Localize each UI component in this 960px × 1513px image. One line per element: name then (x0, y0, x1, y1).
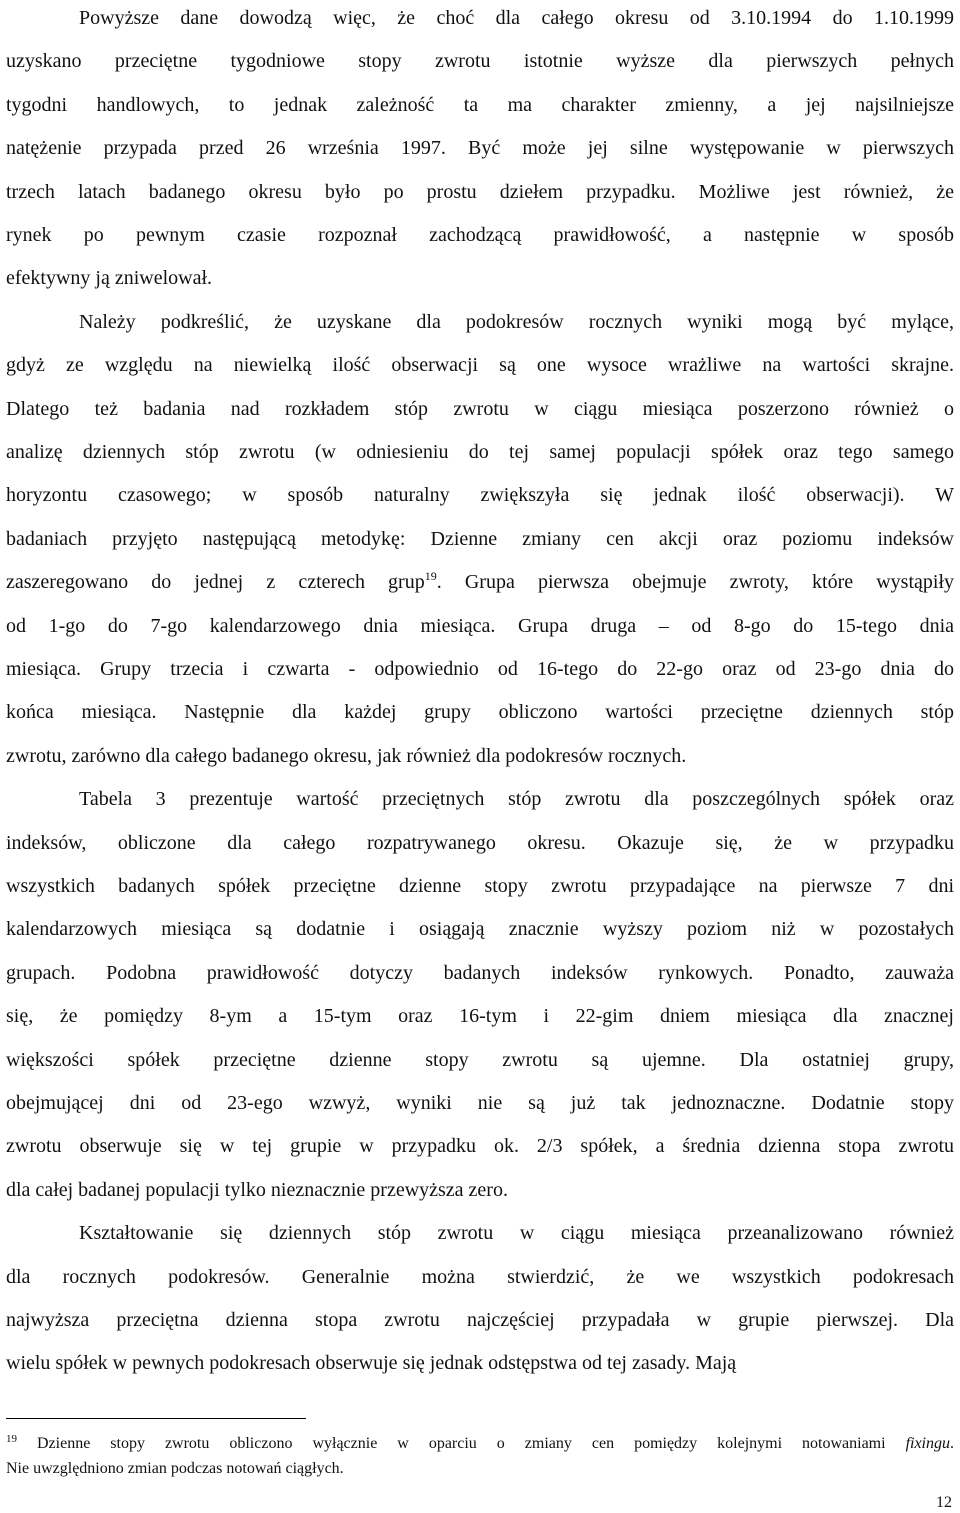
footnote-number: 19 (6, 1433, 17, 1445)
line-text: Należy podkreślić, że uzyskane dla podokresów rocznych wyniki mogą być mylące, (79, 311, 954, 333)
text-line (6, 136, 954, 160)
line-text: grupach. Podobna prawidłowość dotyczy badanych indeksów rynkowych. Ponadto, zauważa (6, 962, 954, 984)
text-line (79, 310, 954, 334)
text-line (6, 1178, 954, 1202)
line-text: zwrotu obserwuje się w tej grupie w przypadku ok. 2/3 spółek, a średnia dzienna stopa zwrotu (6, 1135, 954, 1157)
text-line (6, 917, 954, 941)
text-line (6, 700, 954, 724)
text-line (6, 397, 954, 421)
footnote-line-1 (6, 1434, 954, 1454)
line-text: większości spółek przeciętne dzienne stopy zwrotu są ujemne. Dla ostatniej grupy, (6, 1049, 954, 1071)
text-line (6, 744, 954, 768)
text-line (6, 1004, 954, 1028)
line-text: dla rocznych podokresów. Generalnie można stwierdzić, że we wszystkich podokresach (6, 1266, 954, 1288)
line-text: od 1-go do 7-go kalendarzowego dnia miesiąca. Grupa druga – od 8-go do 15-tego dnia (6, 615, 954, 637)
line-text: efektywny ją zniwelował. (6, 267, 213, 289)
text-line (6, 266, 954, 290)
footnote-reference: 19 (424, 569, 437, 583)
text-line (6, 180, 954, 204)
text-line (6, 527, 954, 551)
text-line (6, 483, 954, 507)
text-line (6, 657, 954, 681)
text-line (6, 874, 954, 898)
line-text: uzyskano przeciętne tygodniowe stopy zwrotu istotnie wyższe dla pierwszych pełnych (6, 50, 954, 72)
line-text-continued: . Grupa pierwsza obejmuje zwroty, które wystąpiły (436, 571, 955, 593)
line-text: wielu spółek w pewnych podokresach obserwuje się jednak odstępstwa od tej zasady. Mają (6, 1352, 737, 1374)
footnote-separator (6, 1418, 306, 1419)
line-text: trzech latach badanego okresu było po prostu dziełem przypadku. Możliwe jest również, że (6, 181, 954, 203)
line-text: obejmującej dni od 23-ego wzwyż, wyniki nie są już tak jednoznaczne. Dodatnie stopy (6, 1092, 954, 1114)
text-line (6, 570, 954, 594)
line-text: Kształtowanie się dziennych stóp zwrotu w ciągu miesiąca przeanalizowano również (79, 1222, 954, 1244)
page-number: 12 (936, 1494, 952, 1511)
footnote-text-start: Dzienne stopy zwrotu obliczono wyłącznie w oparciu o zmiany cen pomiędzy kolejnymi notowaniami (17, 1435, 906, 1452)
line-text: Powyższe dane dowodzą więc, że choć dla całego okresu od 3.10.1994 do 1.10.1999 (79, 7, 954, 29)
text-line (79, 1221, 954, 1245)
line-text: zaszeregowano do jednej z czterech grup (6, 571, 425, 593)
line-text: wszystkich badanych spółek przeciętne dzienne stopy zwrotu przypadające na pierwsze 7 dni (6, 875, 954, 897)
text-line (6, 353, 954, 377)
text-line (6, 440, 954, 464)
line-text: miesiąca. Grupy trzecia i czwarta - odpowiednio od 16-tego do 22-go oraz od 23-go dnia do (6, 658, 954, 680)
line-text: rynek po pewnym czasie rozpoznał zachodzącą prawidłowość, a następnie w sposób (6, 224, 954, 246)
line-text: końca miesiąca. Następnie dla każdej grupy obliczono wartości przeciętne dziennych stóp (6, 701, 954, 723)
line-text: analizę dziennych stóp zwrotu (w odniesieniu do tej samej populacji spółek oraz tego samego (6, 441, 954, 463)
text-line (6, 223, 954, 247)
text-line (6, 93, 954, 117)
text-line (6, 614, 954, 638)
line-text: badaniach przyjęto następującą metodykę: Dzienne zmiany cen akcji oraz poziomu indeksów (6, 528, 954, 550)
text-line (6, 1265, 954, 1289)
text-line (6, 1351, 954, 1375)
footnote-italic-term: fixingu (905, 1435, 950, 1452)
line-text: tygodni handlowych, to jednak zależność ta ma charakter zmienny, a jej najsilniejsze (6, 94, 954, 116)
text-line (79, 6, 954, 30)
line-text: horyzontu czasowego; w sposób naturalny zwiększyła się jednak ilość obserwacji). W (6, 484, 954, 506)
text-line (6, 1308, 954, 1332)
line-text: kalendarzowych miesiąca są dodatnie i osiągają znacznie wyższy poziom niż w pozostałych (6, 918, 954, 940)
text-line (6, 1091, 954, 1115)
line-text: zwrotu, zarówno dla całego badanego okresu, jak również dla podokresów rocznych. (6, 745, 687, 767)
text-line (6, 1048, 954, 1072)
line-text: gdyż ze względu na niewielką ilość obserwacji są one wysoce wrażliwe na wartości skrajne. (6, 354, 954, 376)
line-text: Dlatego też badania nad rozkładem stóp zwrotu w ciągu miesiąca poszerzono również o (6, 398, 954, 420)
text-line (79, 787, 954, 811)
text-line (6, 49, 954, 73)
footnote-text-end: . (950, 1435, 954, 1452)
line-text: Tabela 3 prezentuje wartość przeciętnych stóp zwrotu dla poszczególnych spółek oraz (79, 788, 954, 810)
line-text: indeksów, obliczone dla całego rozpatrywanego okresu. Okazuje się, że w przypadku (6, 832, 954, 854)
line-text: najwyższa przeciętna dzienna stopa zwrotu najczęściej przypadała w grupie pierwszej. Dla (6, 1309, 954, 1331)
footnote-line-2: Nie uwzględniono zmian podczas notowań ciągłych. (6, 1460, 344, 1477)
text-line (6, 1134, 954, 1158)
line-text: dla całej badanej populacji tylko nieznacznie przewyższa zero. (6, 1179, 508, 1201)
line-text: natężenie przypada przed 26 września 1997. Być może jej silne występowanie w pierwszych (6, 137, 954, 159)
text-line (6, 961, 954, 985)
line-text: się, że pomiędzy 8-ym a 15-tym oraz 16-tym i 22-gim dniem miesiąca dla znacznej (6, 1005, 954, 1027)
text-line (6, 831, 954, 855)
